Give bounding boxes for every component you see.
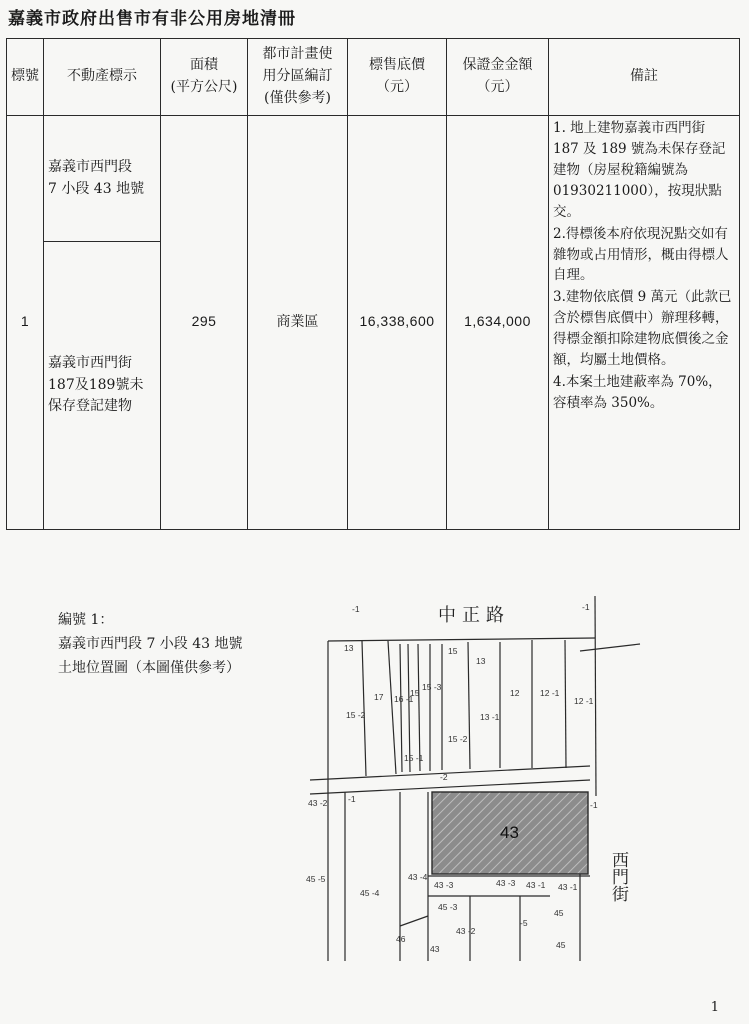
header-area: 面積 (平方公尺)	[161, 39, 248, 116]
remark-item: 3.建物依底價 9 萬元（此款已含於標售底價中）辦理移轉，得標金額扣除建物底價後之金額，均屬土地價格。	[553, 289, 732, 369]
parcel-label: 12	[510, 688, 520, 698]
parcel-label: 43 -3	[434, 880, 454, 890]
parcel-label: 45	[554, 908, 564, 918]
remark-item: 1. 地上建物嘉義市西門街 187 及 189 號為未保存登記建物（房屋稅籍編號為 01930211000），按現狀點交。	[553, 120, 726, 220]
parcel-label: 43 -4	[408, 872, 428, 882]
parcel-label: 15	[410, 688, 420, 698]
parcel-label: 15 -3	[422, 682, 442, 692]
parcel-label: 15 -2	[346, 710, 366, 720]
parcel-label: 43 -2	[456, 926, 476, 936]
parcel-label: 12 -1	[574, 696, 594, 706]
cell-lot-no: 1	[7, 116, 44, 530]
parcel-label: 45 -3	[438, 902, 458, 912]
parcel-label: -1	[348, 794, 356, 804]
property-table	[6, 38, 740, 530]
cell-building-description: 嘉義市西門街 187及189號未 保存登記建物	[44, 242, 161, 530]
map-caption	[58, 608, 243, 680]
parcel-label: 12 -1	[540, 688, 560, 698]
parcel-label: 45 -4	[360, 888, 380, 898]
table-row	[7, 116, 740, 242]
document-title: 嘉義市政府出售市有非公用房地清冊	[8, 9, 296, 29]
parcel-label: 46	[396, 934, 406, 944]
land-location-map	[300, 596, 645, 961]
page-number: 1	[710, 1000, 719, 1015]
parcel-label: -2	[440, 772, 448, 782]
parcel-label: -1	[352, 604, 360, 614]
remark-item: 4.本案土地建蔽率為 70%，容積率為 350%。	[553, 374, 722, 411]
cell-remarks	[549, 116, 740, 530]
cell-area: 295	[161, 116, 248, 530]
parcel-label: 43 -2	[308, 798, 328, 808]
header-remarks: 備註	[549, 39, 740, 116]
remark-item: 2.得標後本府依現況點交如有雜物或占用情形，概由得標人自理。	[553, 225, 729, 284]
header-lot-no: 標號	[7, 39, 44, 116]
parcel-label: 43 -1	[558, 882, 578, 892]
header-reserve-price: 標售底價 （元）	[348, 39, 447, 116]
parcel-label: -1	[582, 602, 590, 612]
header-property: 不動產標示	[44, 39, 161, 116]
parcel-label: 43 -1	[526, 880, 546, 890]
target-parcel-label: 43	[500, 823, 519, 842]
parcel-label: 13	[476, 656, 486, 666]
header-deposit: 保證金金額 （元）	[447, 39, 549, 116]
parcel-label: 16 -1	[394, 694, 414, 704]
table-header-row	[7, 39, 740, 116]
road-label-east: 西門街	[608, 851, 628, 902]
parcel-label: 15	[448, 646, 458, 656]
remarks-list	[553, 118, 735, 414]
cell-reserve-price: 16,338,600	[348, 116, 447, 530]
parcel-label: 17	[374, 692, 384, 702]
caption-line-3: 土地位置圖（本圖僅供參考）	[58, 660, 240, 676]
parcel-label: 45 -5	[306, 874, 326, 884]
caption-line-1: 編號 1：	[58, 612, 114, 628]
road-label-north: 中正路	[438, 605, 510, 626]
parcel-label: 13 -1	[480, 712, 500, 722]
parcel-label: 15 -2	[448, 734, 468, 744]
parcel-label: 45	[556, 940, 566, 950]
cell-deposit: 1,634,000	[447, 116, 549, 530]
parcel-label: 43	[430, 944, 440, 954]
parcel-label: 43 -3	[496, 878, 516, 888]
parcel-label: 13	[344, 643, 354, 653]
parcel-label: -5	[520, 918, 528, 928]
parcel-label: -1	[590, 800, 598, 810]
cell-zoning: 商業區	[248, 116, 348, 530]
header-zoning: 都市計畫使 用分區編訂 (僅供參考)	[248, 39, 348, 116]
parcel-label: 15 -1	[404, 753, 424, 763]
cell-land-description: 嘉義市西門段 7 小段 43 地號	[44, 116, 161, 242]
caption-line-2: 嘉義市西門段 7 小段 43 地號	[58, 636, 243, 652]
